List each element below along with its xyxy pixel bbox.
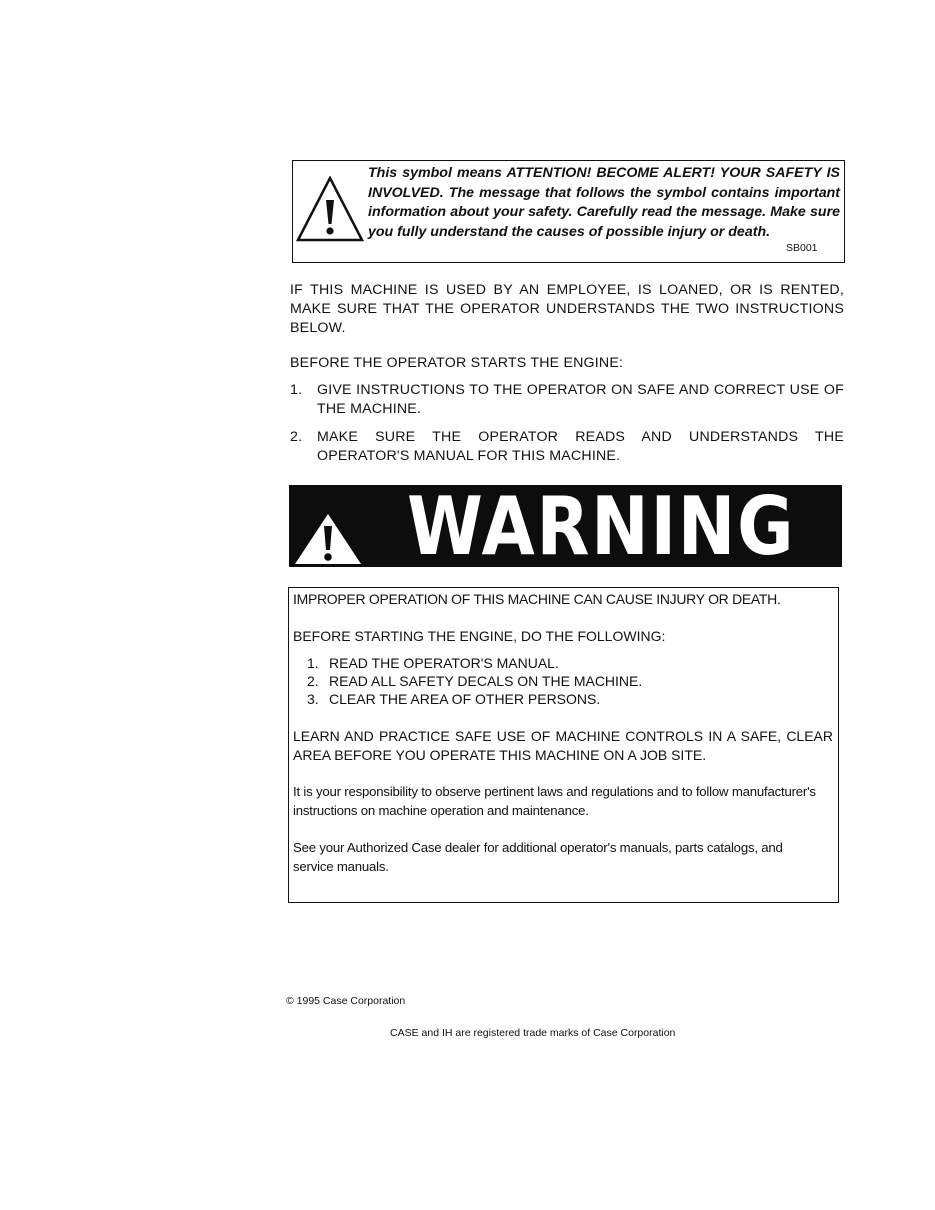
item-text: READ THE OPERATOR'S MANUAL. <box>329 655 559 671</box>
warning-triangle-icon <box>295 514 361 564</box>
attention-message: This symbol means ATTENTION! BECOME ALERT! YOUR SAFETY IS INVOLVED. The message that follows the symbol contains important information about your safety. Carefully read the message. Make sure you fully understand the causes of possible injury or death. <box>368 165 840 240</box>
intro-paragraph: IF THIS MACHINE IS USED BY AN EMPLOYEE, IS LOANED, OR IS RENTED, MAKE SURE THAT THE OPERATOR UNDERSTANDS THE TWO INSTRUCTIONS BELOW. <box>290 282 844 336</box>
step-number: 1. <box>290 382 303 398</box>
step-number: 2. <box>290 429 303 445</box>
responsibility-paragraph: It is your responsibility to observe pertinent laws and regulations and to follow manufacturer's instructions on machine operation and maintenance. <box>293 784 816 818</box>
item-number: 3. <box>307 691 319 707</box>
before-operator-heading: BEFORE THE OPERATOR STARTS THE ENGINE: <box>290 355 624 371</box>
dealer-paragraph: See your Authorized Case dealer for additional operator's manuals, parts catalogs, and service manuals. <box>293 840 783 874</box>
trademark-notice: CASE and IH are registered trade marks of Case Corporation <box>390 1027 676 1039</box>
warning-headline: IMPROPER OPERATION OF THIS MACHINE CAN CAUSE INJURY OR DEATH. <box>293 591 781 607</box>
warning-label: WARNING <box>407 480 796 573</box>
item-number: 2. <box>307 673 319 689</box>
step-text: GIVE INSTRUCTIONS TO THE OPERATOR ON SAFE AND CORRECT USE OF THE MACHINE. <box>317 382 844 417</box>
warning-before-heading: BEFORE STARTING THE ENGINE, DO THE FOLLOWING: <box>293 628 666 644</box>
item-text: READ ALL SAFETY DECALS ON THE MACHINE. <box>329 673 643 689</box>
item-number: 1. <box>307 655 319 671</box>
item-text: CLEAR THE AREA OF OTHER PERSONS. <box>329 691 601 707</box>
attention-code: SB001 <box>786 242 818 254</box>
learn-paragraph: LEARN AND PRACTICE SAFE USE OF MACHINE CONTROLS IN A SAFE, CLEAR AREA BEFORE YOU OPERATE THIS MACHINE ON A JOB SITE. <box>293 728 833 763</box>
caution-triangle-icon <box>296 176 364 242</box>
step-text: MAKE SURE THE OPERATOR READS AND UNDERSTANDS THE OPERATOR'S MANUAL FOR THIS MACHINE. <box>317 429 844 464</box>
copyright-notice: © 1995 Case Corporation <box>286 995 406 1007</box>
